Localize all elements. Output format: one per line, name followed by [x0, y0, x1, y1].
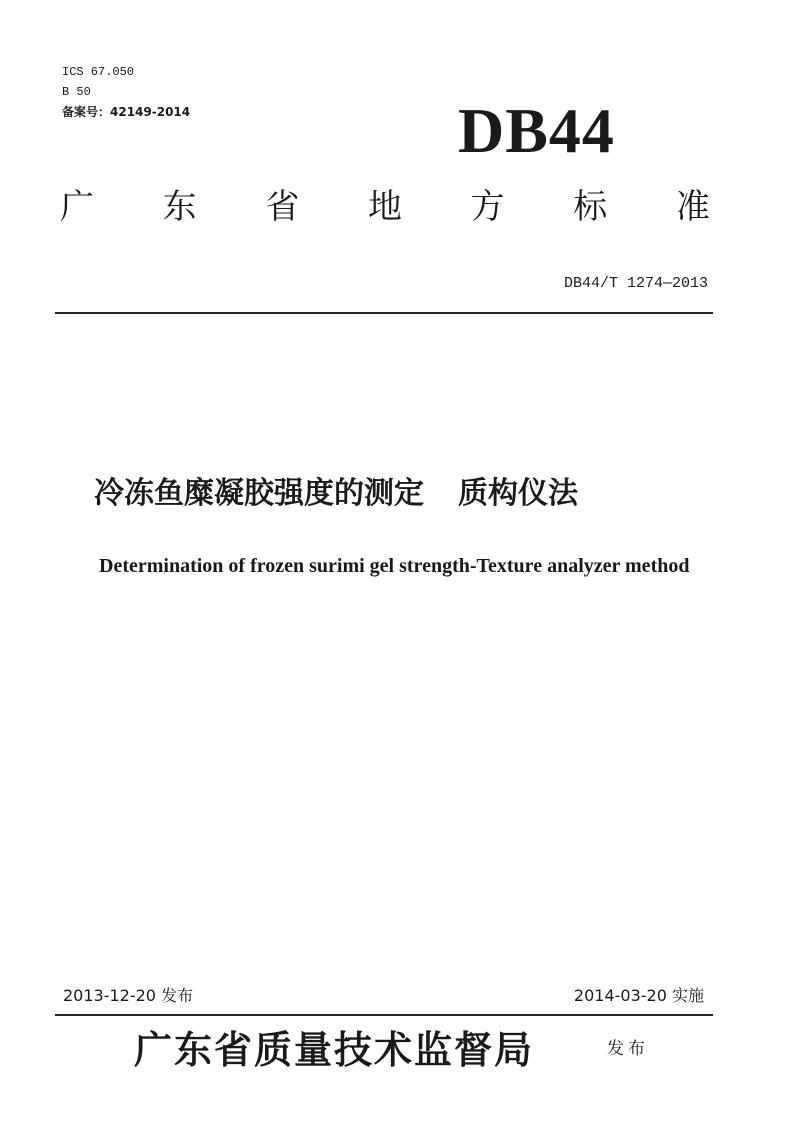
filing-number: 备案号：42149-2014: [62, 105, 191, 119]
standard-type-title: [60, 182, 710, 232]
standard-type-char: 方: [470, 187, 505, 227]
chinese-title-sub: 质构仪法: [458, 476, 578, 511]
chinese-title-main: 冷冻鱼糜凝胶强度的测定: [94, 476, 424, 511]
standard-type-char: 准: [675, 187, 710, 227]
bottom-divider: [55, 1014, 713, 1016]
standard-type-char: 地: [367, 187, 402, 227]
standard-type-char: 广: [60, 187, 94, 227]
english-title: Determination of frozen surimi gel strength-Texture analyzer method: [99, 555, 690, 577]
issuer-name: 广东省质量技术监督局: [134, 1027, 535, 1072]
category-code: B 50: [62, 85, 91, 99]
header-codes: [62, 62, 190, 122]
standard-number: DB44/T 1274—2013: [563, 275, 708, 292]
standard-logo: DB44: [458, 95, 615, 166]
issue-date: 2013-12-20 发布: [63, 986, 194, 1005]
standard-type-char: 东: [162, 187, 197, 227]
top-divider: [55, 312, 713, 314]
issuer-tag: 发布: [607, 1039, 649, 1059]
standard-type-char: 省: [265, 187, 300, 227]
standard-type-char: 标: [573, 187, 608, 227]
implementation-date: 2014-03-20 实施: [573, 986, 704, 1005]
ics-code: ICS 67.050: [62, 65, 135, 79]
chinese-title: [94, 472, 578, 516]
